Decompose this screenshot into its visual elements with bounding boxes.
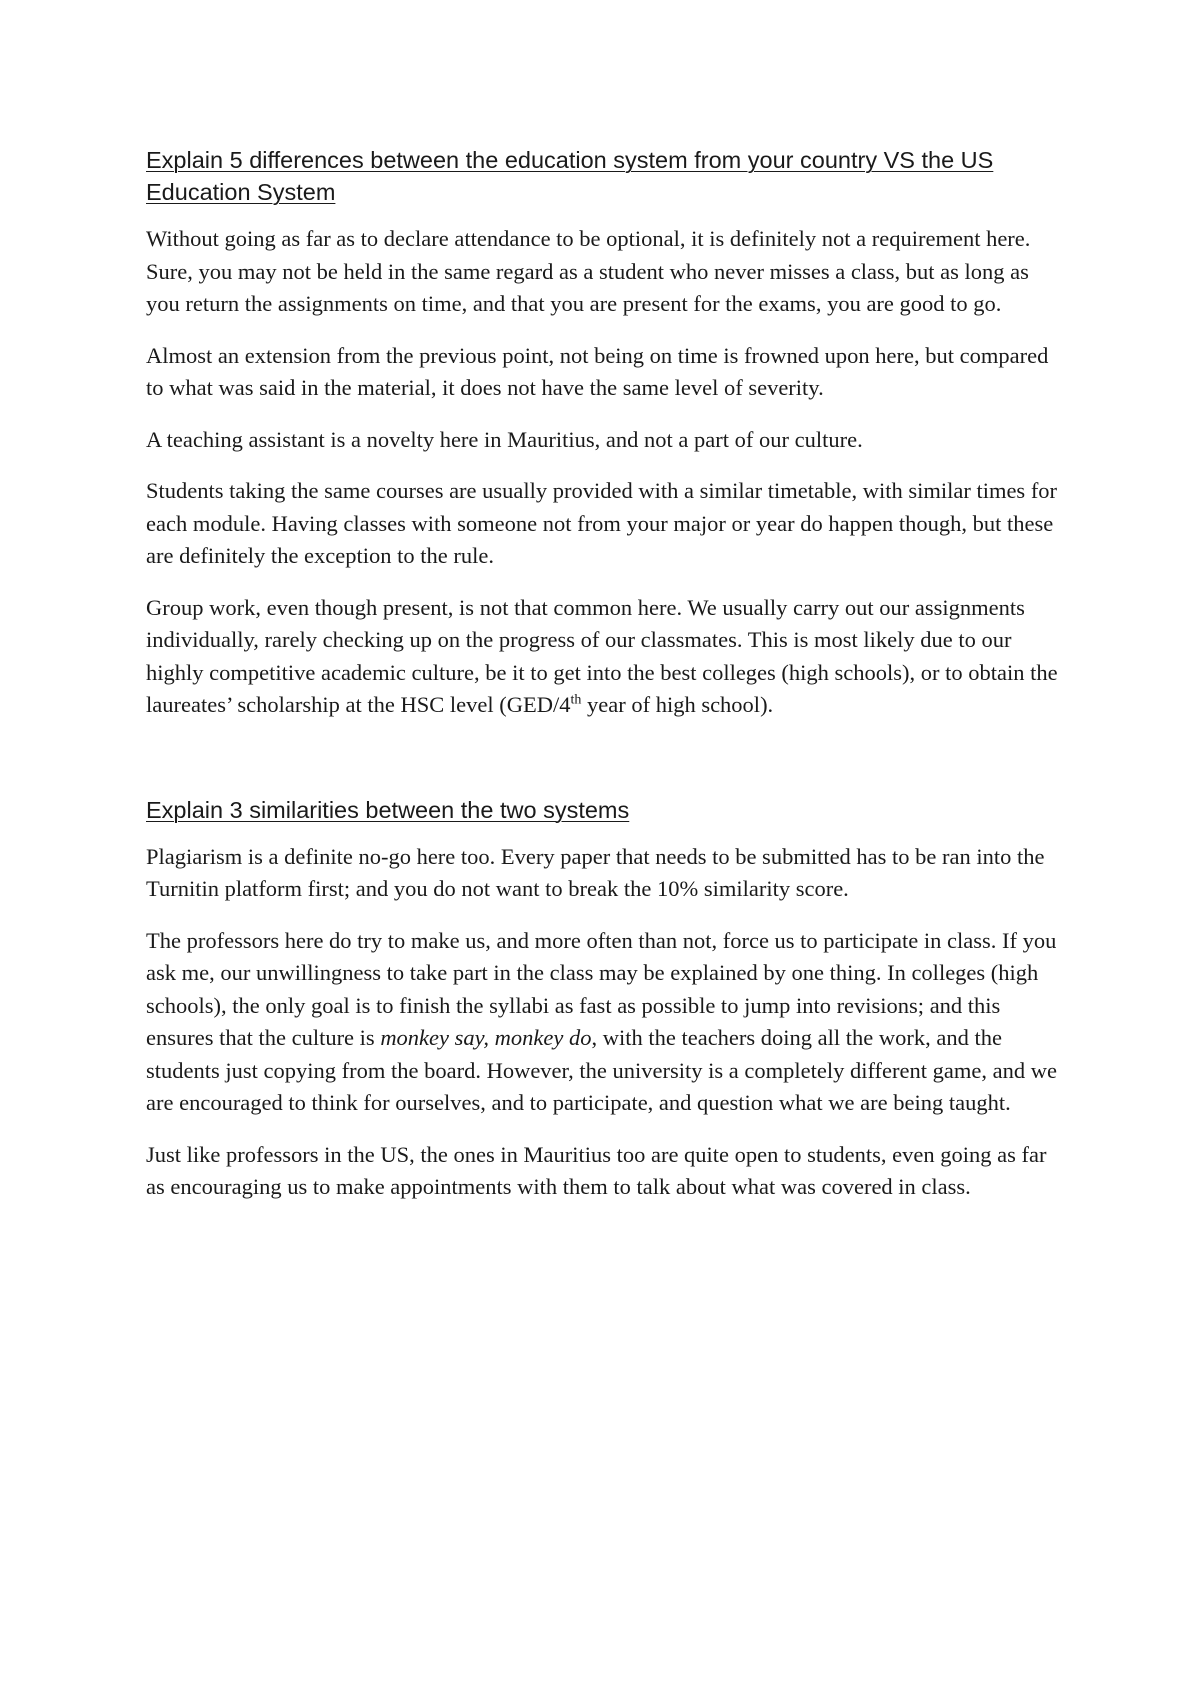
paragraph-group-work-text: Group work, even though present, is not that common here. We usually carry out our assignments individually, rarely checking up on the progress of our classmates. This is most likely due to our highly competitive academic culture, be it to get into the best colleges (high schools), or to obtain the laureates’ scholarship at the HSC level (GED/4 <box>146 594 1058 717</box>
italic-phrase: monkey say, monkey do <box>380 1025 592 1050</box>
section-spacer <box>146 741 1066 794</box>
document-body <box>146 144 1066 1223</box>
section-heading-similarities: Explain 3 similarities between the two systems <box>146 796 630 823</box>
ordinal-superscript: th <box>570 692 582 708</box>
paragraph-participation-text: The professors here do try to make us, and more often than not, force us to participate in class. If you ask me, our unwillingness to take part in the class may be explained by one thing. In colleges (high schools), the only goal is to finish the syllabi as fast as possible to jump into revisions; and this ensures that the culture is <box>146 927 1057 1050</box>
paragraph-punctuality: Almost an extension from the previous point, not being on time is frowned upon here, but compared to what was said in the material, it does not have the same level of severity. <box>146 342 1049 400</box>
paragraph-group-work-text-end: year of high school). <box>581 692 774 717</box>
paragraph-participation-text-end: , with the teachers doing all the work, and the students just copying from the board. However, the university is a completely different game, and we are encouraged to think for ourselves, and to participate, and question what we are being taught. <box>146 1025 1057 1115</box>
paragraph-professors-open: Just like professors in the US, the ones in Mauritius too are quite open to students, even going as far as encouraging us to make appointments with them to talk about what was covered in class. <box>146 1141 1047 1199</box>
paragraph-group-work <box>146 592 1066 722</box>
paragraph-timetable: Students taking the same courses are usually provided with a similar timetable, with similar times for each module. Having classes with someone not from your major or year do happen though, but these are definitely the exception to the rule. <box>146 478 1058 568</box>
section-heading-differences: Explain 5 differences between the education system from your country VS the US Education System <box>146 147 994 205</box>
paragraph-attendance: Without going as far as to declare attendance to be optional, it is definitely not a requirement here. Sure, you may not be held in the same regard as a student who never misses a class, but as long as you return the assignments on time, and that you are present for the exams, you are good to go. <box>146 226 1031 316</box>
paragraph-teaching-assistant: A teaching assistant is a novelty here in Mauritius, and not a part of our culture. <box>146 426 863 452</box>
paragraph-plagiarism: Plagiarism is a definite no-go here too. Every paper that needs to be submitted has to be ran into the Turnitin platform first; and you do not want to break the 10% similarity score. <box>146 843 1045 901</box>
paragraph-participation <box>146 925 1066 1120</box>
